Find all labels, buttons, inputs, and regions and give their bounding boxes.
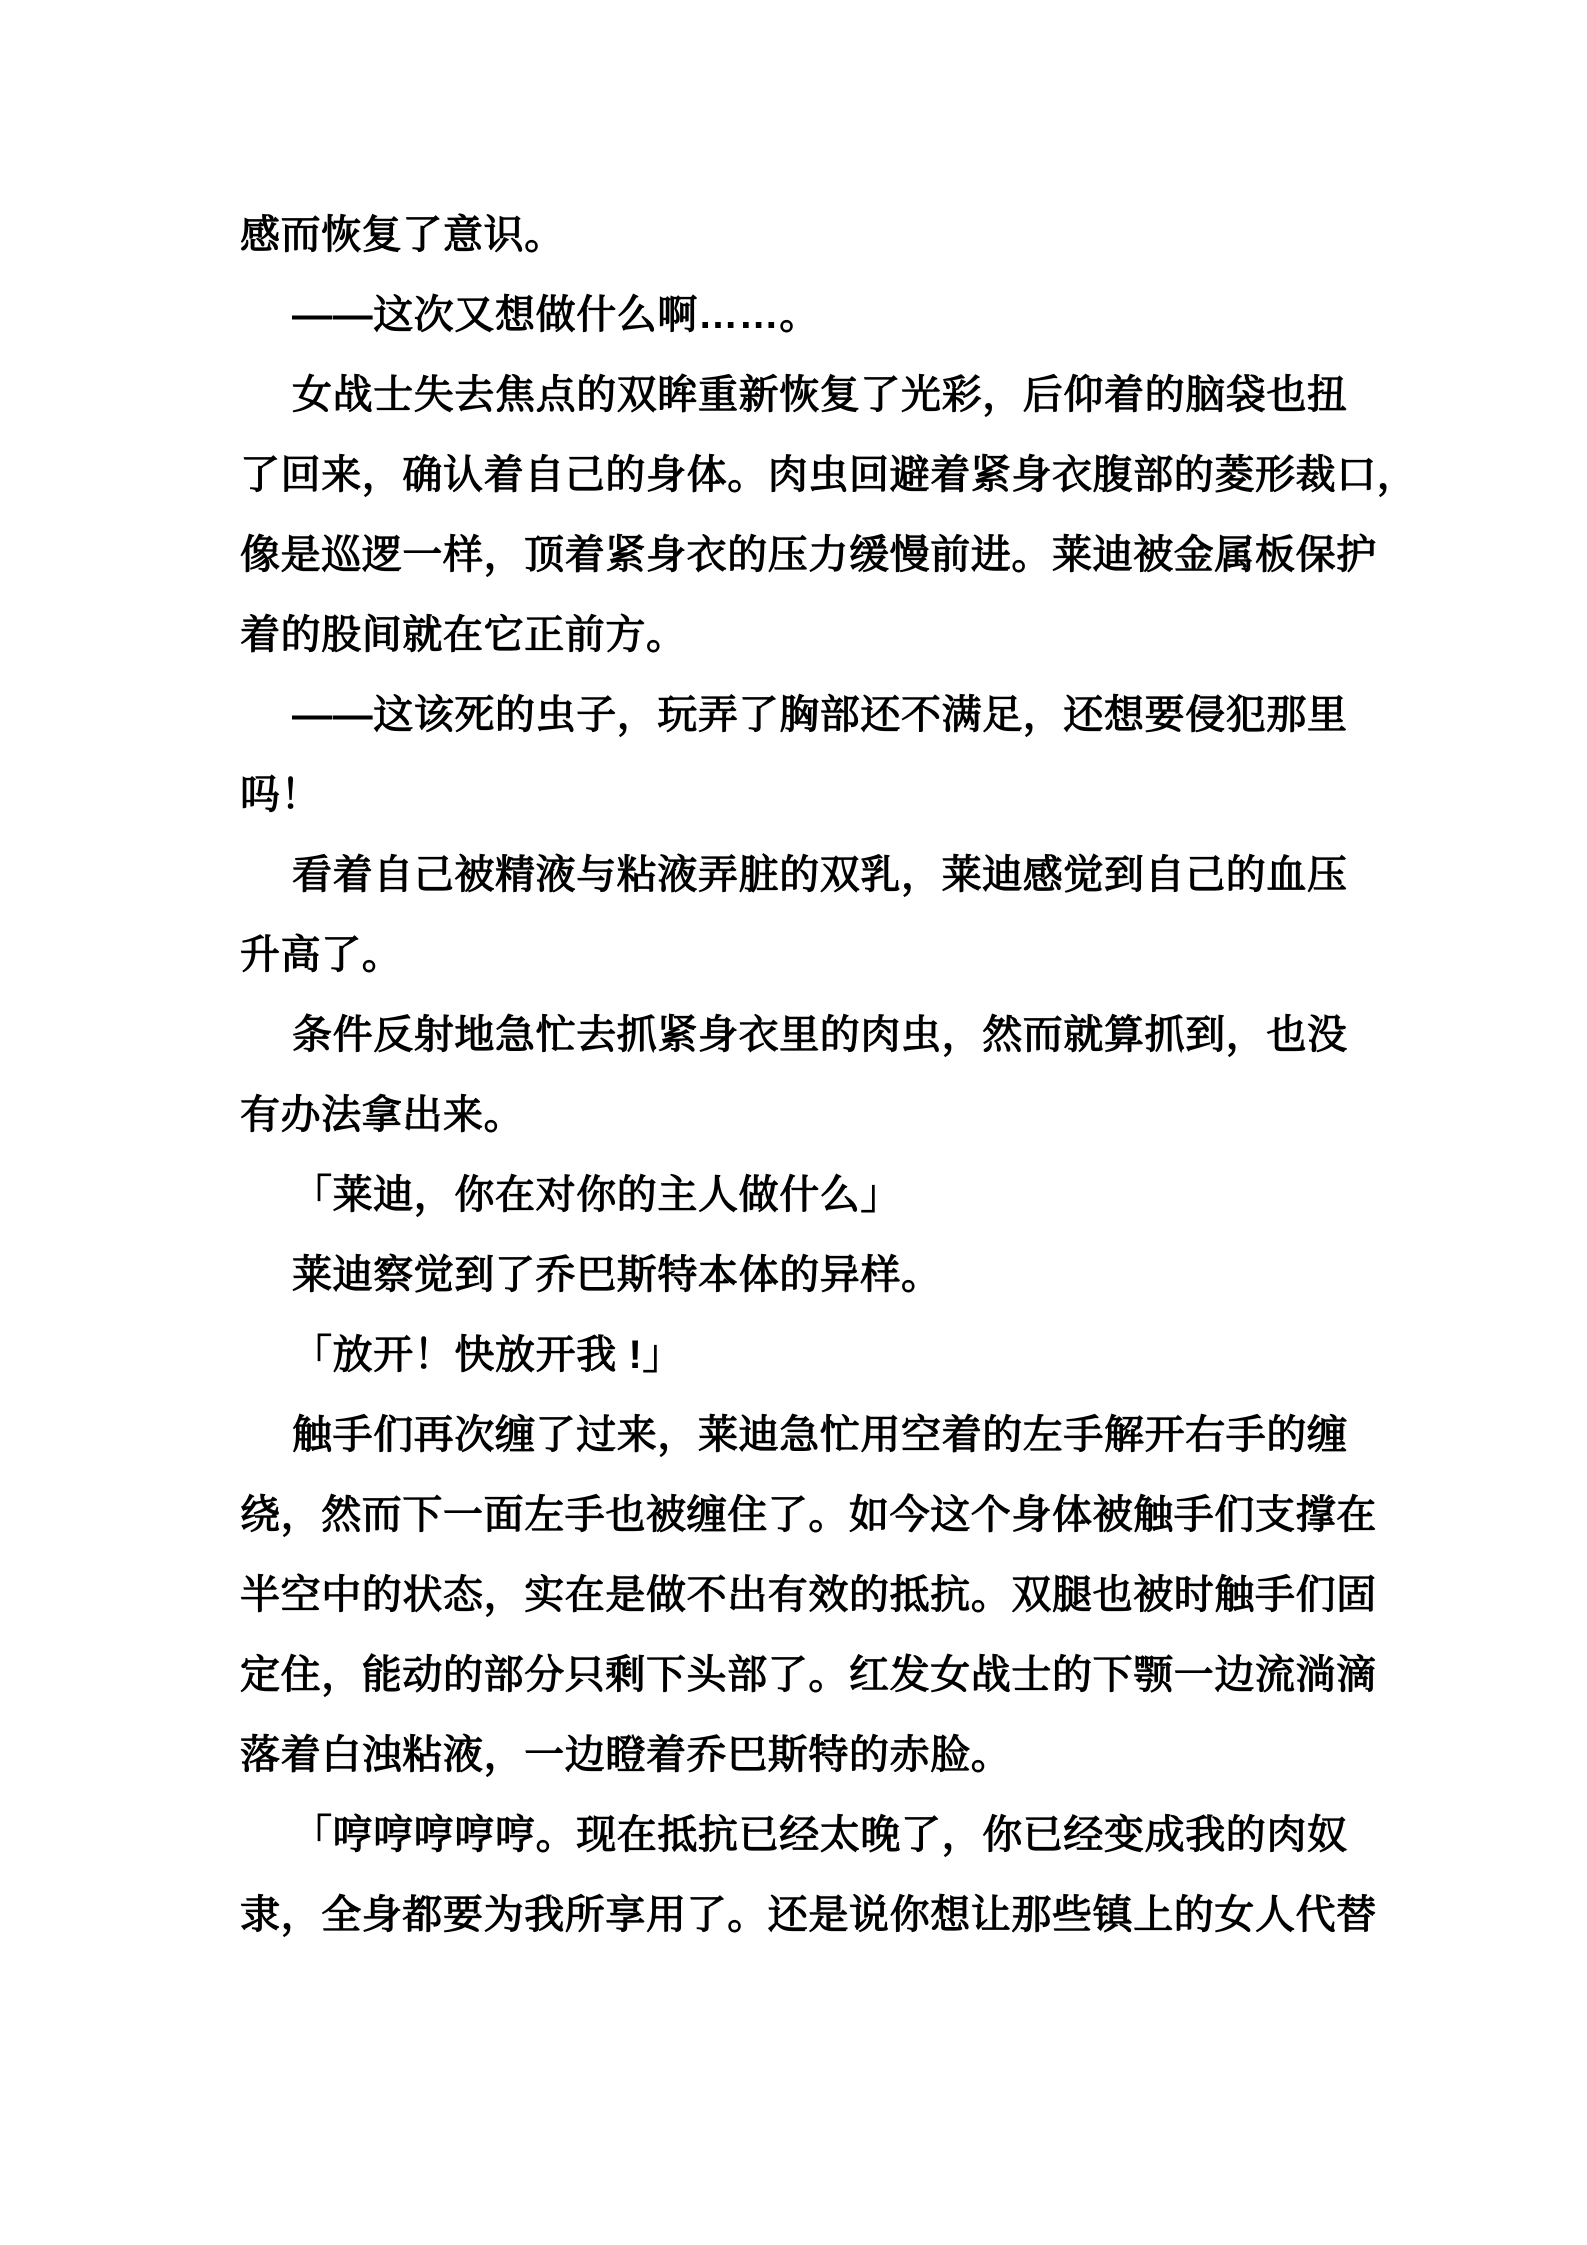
- text-block: [240, 195, 1450, 1955]
- text-line: 「莱迪，你在对你的主人做什么」: [292, 1173, 901, 1217]
- text-line: 隶，全身都要为我所享用了。还是说你想让那些镇上的女人代替: [240, 1893, 1377, 1937]
- text-line: 触手们再次缠了过来，莱迪急忙用空着的左手解开右手的缠: [292, 1413, 1348, 1457]
- text-line: 条件反射地急忙去抓紧身衣里的肉虫，然而就算抓到，也没: [292, 1013, 1348, 1057]
- text-line: 「放开！快放开我 !」: [292, 1333, 684, 1377]
- text-line: 像是巡逻一样，顶着紧身衣的压力缓慢前进。莱迪被金属板保护: [240, 533, 1377, 577]
- text-line: 有办法拿出来。: [240, 1093, 525, 1137]
- text-line: ——这次又想做什么啊……。: [292, 293, 820, 337]
- text-line: ——这该死的虫子，玩弄了胸部还不满足，还想要侵犯那里: [292, 693, 1348, 737]
- text-line: 定住，能动的部分只剩下头部了。红发女战士的下颚一边流淌滴: [240, 1653, 1377, 1697]
- text-line: 半空中的状态，实在是做不出有效的抵抗。双腿也被时触手们固: [240, 1573, 1377, 1617]
- text-line: 落着白浊粘液，一边瞪着乔巴斯特的赤脸。: [240, 1733, 1012, 1777]
- text-line: 绕，然而下一面左手也被缠住了。如今这个身体被触手们支撑在: [240, 1493, 1377, 1537]
- text-line: 吗！: [240, 773, 322, 817]
- text-line: 女战士失去焦点的双眸重新恢复了光彩，后仰着的脑袋也扭: [292, 373, 1348, 417]
- text-line: 看着自己被精液与粘液弄脏的双乳，莱迪感觉到自己的血压: [292, 853, 1348, 897]
- text-line: 升高了。: [240, 933, 403, 977]
- text-line: 感而恢复了意识。: [240, 213, 565, 257]
- text-line: 「哼哼哼哼哼。现在抵抗已经太晚了，你已经变成我的肉奴: [292, 1813, 1348, 1857]
- text-line: 着的股间就在它正前方。: [240, 613, 687, 657]
- text-line: 莱迪察觉到了乔巴斯特本体的异样。: [292, 1253, 942, 1297]
- text-line: 了回来，确认着自己的身体。肉虫回避着紧身衣腹部的菱形裁口，: [240, 453, 1418, 497]
